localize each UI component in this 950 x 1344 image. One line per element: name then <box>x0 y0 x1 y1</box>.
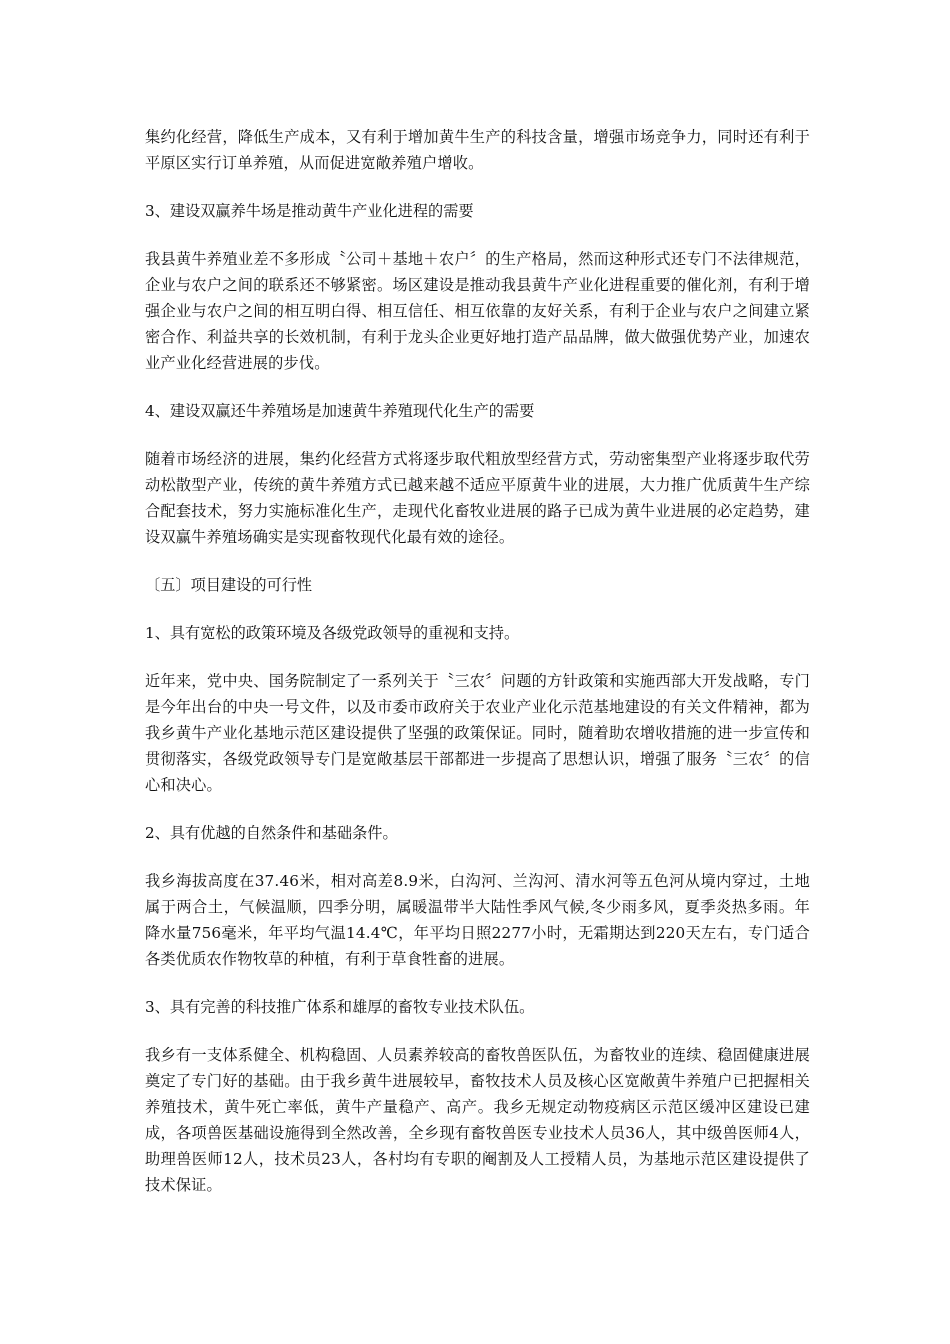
heading-section-5-feasibility: 〔五〕项目建设的可行性 <box>145 576 313 594</box>
heading-point-1-policy: 1、具有宽松的政策环境及各级党政领导的重视和支持。 <box>145 624 520 642</box>
paragraph-industrialization: 我县黄牛养殖业差不多形成〝公司＋基地＋农户〞的生产格局，然而这种形式还专门不法律规范，企业与农户之间的联系还不够紧密。场区建设是推动我县黄牛产业化进程重要的催化剂，有利于增强企业与农户之间的相互明白得、相互信任、相互依靠的友好关系，有利于企业与农户之间建立紧密合作、利益共享的长效机制，有利于龙头企业更好地打造产品品牌，做大做强优势产业，加速农业产业化经营进展的步伐。 <box>145 250 810 372</box>
heading-point-2-conditions: 2、具有优越的自然条件和基础条件。 <box>145 824 398 842</box>
heading-point-3-technology: 3、具有完善的科技推广体系和雄厚的畜牧专业技术队伍。 <box>145 998 535 1016</box>
document-body <box>145 124 810 1220</box>
heading-point-3-industrialization: 3、建设双赢养牛场是推动黄牛产业化进程的需要 <box>145 202 474 220</box>
paragraph-policy: 近年来，党中央、国务院制定了一系列关于〝三农〞问题的方针政策和实施西部大开发战略，专门是今年出台的中央一号文件，以及市委市政府关于农业产业化示范基地建设的有关文件精神，都为我乡黄牛产业化基地示范区建设提供了坚强的政策保证。同时，随着助农增收措施的进一步宣传和贯彻落实，各级党政领导专门是宽敞基层干部都进一步提高了思想认识，增强了服务〝三农〞的信心和决心。 <box>145 672 810 794</box>
heading-point-4-modernization: 4、建设双赢还牛养殖场是加速黄牛养殖现代化生产的需要 <box>145 402 535 420</box>
paragraph-intensive-operation: 集约化经营，降低生产成本，又有利于增加黄牛生产的科技含量，增强市场竞争力，同时还有利于平原区实行订单养殖，从而促进宽敞养殖户增收。 <box>145 128 810 172</box>
paragraph-technology: 我乡有一支体系健全、机构稳固、人员素养较高的畜牧兽医队伍，为畜牧业的连续、稳固健康进展奠定了专门好的基础。由于我乡黄牛进展较早，畜牧技术人员及核心区宽敞黄牛养殖户已把握相关养殖技术，黄牛死亡率低，黄牛产量稳产、高产。我乡无规定动物疫病区示范区缓冲区建设已建成，各项兽医基础设施得到全然改善，全乡现有畜牧兽医专业技术人员36人，其中级兽医师4人，助理兽医师12人，技术员23人，各村均有专职的阉割及人工授精人员，为基地示范区建设提供了技术保证。 <box>145 1046 810 1194</box>
paragraph-conditions: 我乡海拔高度在37.46米，相对高差8.9米，白沟河、兰沟河、清水河等五色河从境内穿过，土地属于两合土，气候温顺，四季分明，属暖温带半大陆性季风气候,冬少雨多风，夏季炎热多雨。年降水量756毫米，年平均气温14.4℃，年平均日照2277小时，无霜期达到220天左右，专门适合各类优质农作物牧草的种植，有利于草食牲畜的进展。 <box>145 872 810 968</box>
paragraph-modernization: 随着市场经济的进展，集约化经营方式将逐步取代粗放型经营方式，劳动密集型产业将逐步取代劳动松散型产业，传统的黄牛养殖方式已越来越不适应平原黄牛业的进展，大力推广优质黄牛生产综合配套技术，努力实施标准化生产，走现代化畜牧业进展的路子已成为黄牛业进展的必定趋势，建设双赢牛养殖场确实是实现畜牧现代化最有效的途径。 <box>145 450 810 546</box>
